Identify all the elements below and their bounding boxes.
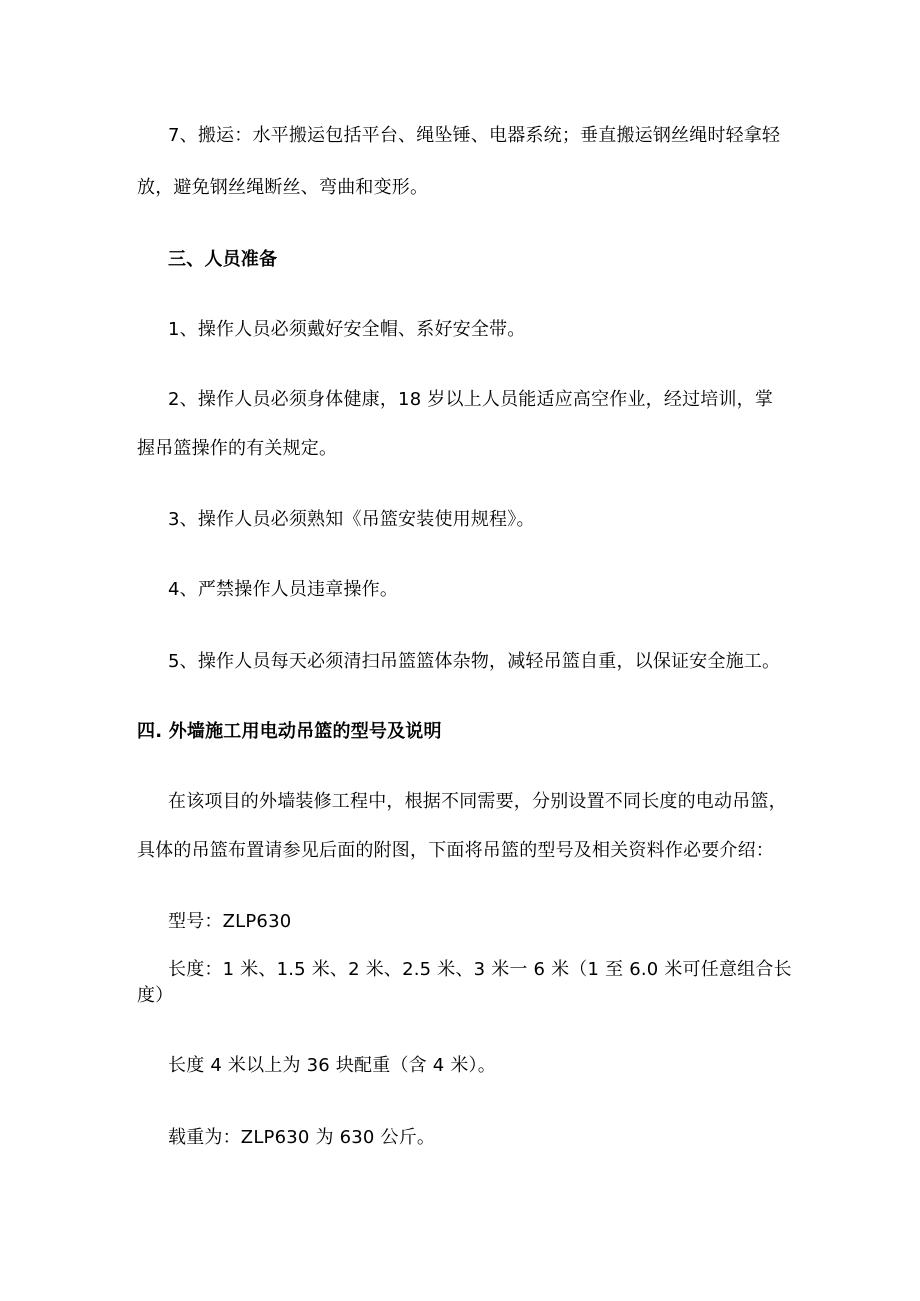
section-4-intro-line-1: 在该项目的外墙装修工程中，根据不同需要，分别设置不同长度的电动吊篮， bbox=[168, 791, 787, 812]
paragraph-7-line-1: 7、搬运：水平搬运包括平台、绳坠锤、电器系统；垂直搬运钢丝绳时轻拿轻 bbox=[168, 125, 781, 146]
section-4-heading: 四. 外墙施工用电动吊篮的型号及说明 bbox=[137, 721, 442, 742]
section-3-heading: 三、人员准备 bbox=[168, 249, 278, 270]
load-line: 载重为：ZLP630 为 630 公斤。 bbox=[168, 1127, 436, 1148]
paragraph-7-line-2: 放，避免钢丝绳断丝、弯曲和变形。 bbox=[137, 177, 429, 198]
section-3-item-2-line-2: 握吊篮操作的有关规定。 bbox=[137, 438, 338, 459]
section-4-intro-line-2: 具体的吊篮布置请参见后面的附图，下面将吊篮的型号及相关资料作必要介绍： bbox=[137, 840, 774, 861]
length-line-1: 长度：1 米、1.5 米、2 米、2.5 米、3 米一 6 米（1 至 6.0 米可任意组合长 bbox=[168, 959, 792, 980]
section-3-item-3: 3、操作人员必须熟知《吊篮安装使用规程》。 bbox=[168, 509, 535, 530]
section-3-item-1: 1、操作人员必须戴好安全帽、系好安全带。 bbox=[168, 319, 526, 340]
length-line-2: 度） bbox=[137, 985, 174, 1006]
section-3-item-2-line-1: 2、操作人员必须身体健康，18 岁以上人员能适应高空作业，经过培训，掌 bbox=[168, 389, 774, 410]
section-3-item-5: 5、操作人员每天必须清扫吊篮篮体杂物，减轻吊篮自重，以保证安全施工。 bbox=[168, 651, 781, 672]
section-3-item-4: 4、严禁操作人员违章操作。 bbox=[168, 579, 399, 600]
model-line: 型号：ZLP630 bbox=[168, 911, 292, 932]
counterweight-line: 长度 4 米以上为 36 块配重（含 4 米）。 bbox=[168, 1055, 496, 1076]
